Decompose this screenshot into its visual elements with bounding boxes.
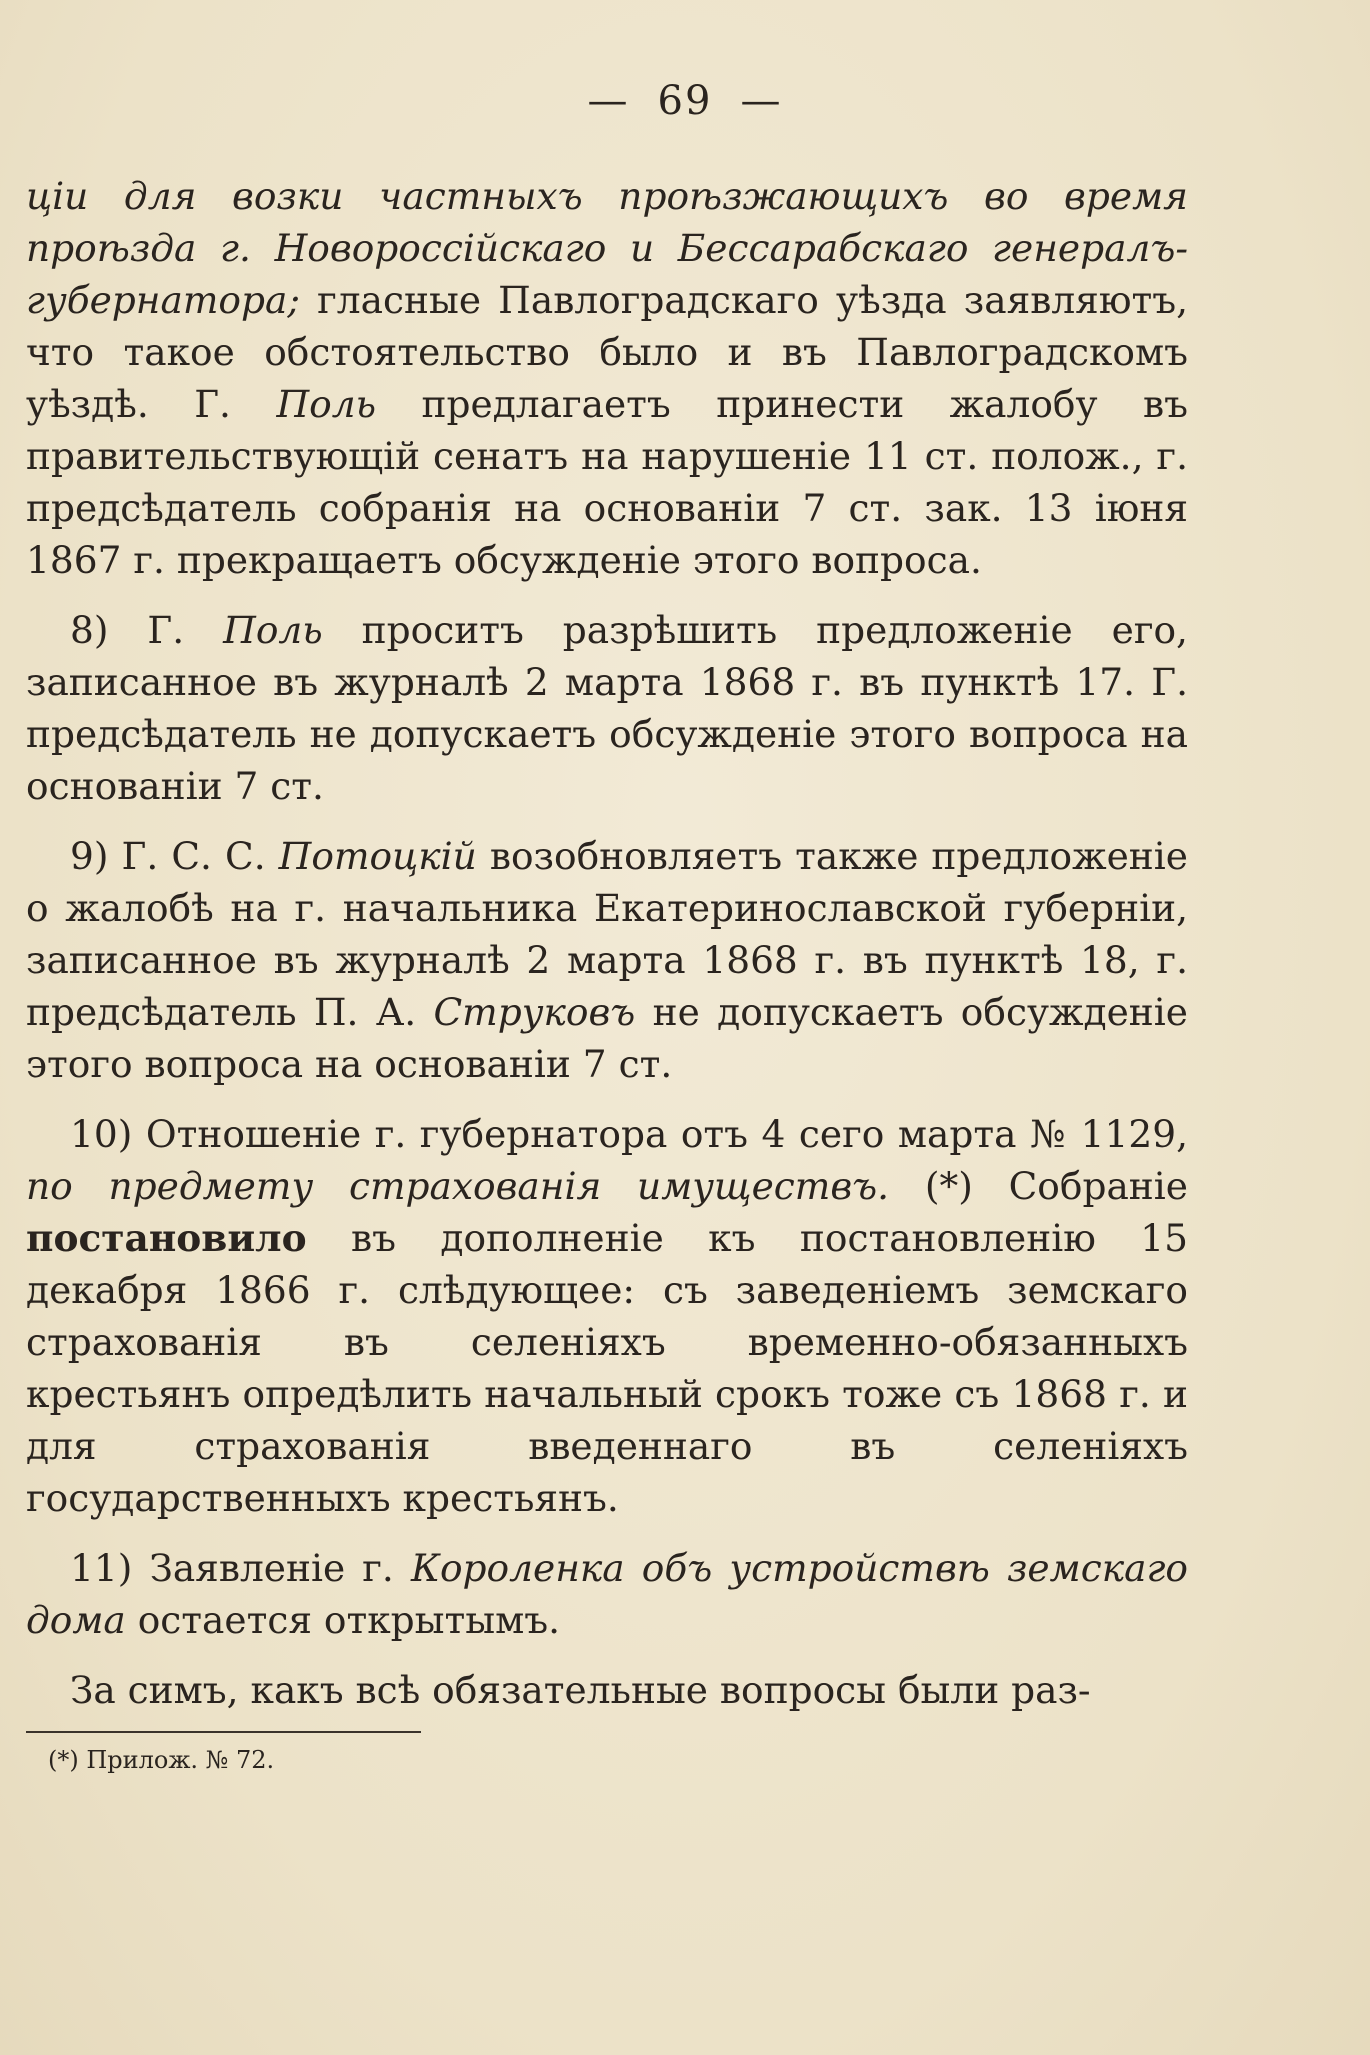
footnote-rule (26, 1731, 421, 1733)
text-span: не допускаетъ обсужденіе этого вопроса на основаніи 7 ст. (26, 990, 1188, 1086)
text-span: 10) Отношеніе г. губернатора отъ 4 сего марта № 1129, (70, 1112, 1188, 1156)
body-text (26, 170, 1188, 1734)
text-span: За симъ, какъ всѣ обязательные вопросы были раз- (70, 1668, 1091, 1712)
text-span: въ дополненіе къ постановленію 15 декабря 1866 г. слѣдующее: съ заведеніемъ земскаго страхованія въ селеніяхъ временно-обязанныхъ крестьянъ опредѣлить начальный срокъ тоже съ 1868 г. и для страхованія введеннаго въ селеніяхъ государственныхъ крестьянъ. (26, 1216, 1188, 1520)
paragraph-continued (26, 170, 1188, 586)
text-span: проситъ разрѣшить предложеніе его, записанное въ журналѣ 2 марта 1868 г. въ пунктѣ 17. Г. предсѣдатель не допускаетъ обсужденіе этого вопроса на основаніи 7 ст. (26, 608, 1188, 808)
paragraph-item-8 (26, 604, 1188, 812)
text-span: Потоцкій (278, 834, 477, 878)
text-span: 11) Заявленіе г. (70, 1546, 411, 1590)
text-span: по предмету страхованія имуществъ. (26, 1164, 890, 1208)
footnote: (*) Прилож. № 72. (48, 1746, 275, 1774)
text-span: Поль (276, 382, 377, 426)
text-span: гласные Павлоградскаго уѣзда заявляютъ, что такое обстоятельство было и въ Павлоградскомъ уѣздѣ. Г. (26, 278, 1188, 426)
paragraph-item-10 (26, 1108, 1188, 1524)
text-span: 8) Г. (70, 608, 224, 652)
text-span: Поль (223, 608, 323, 652)
text-span: 9) Г. С. С. (70, 834, 279, 878)
paragraph-item-9 (26, 830, 1188, 1090)
text-span: Струковъ (433, 990, 636, 1034)
text-span: предлагаетъ принести жалобу въ правительствующій сенатъ на нарушеніе 11 ст. полож., г. предсѣдатель собранія на основаніи 7 ст. зак. 13 іюня 1867 г. прекращаетъ обсужденіе этого вопроса. (26, 382, 1189, 582)
paragraph-item-11 (26, 1542, 1188, 1646)
page-number: 69 (657, 78, 713, 124)
text-span: Короленка объ устройствѣ земскаго дома (26, 1546, 1188, 1642)
page-number-dash-right: — (740, 78, 783, 124)
paragraph-closing (26, 1664, 1188, 1716)
page-number-line (0, 78, 1370, 124)
page-number-dash-left: — (587, 78, 630, 124)
text-span: возобновляетъ также предложеніе о жалобѣ на г. начальника Екатеринославской губерніи, записанное въ журналѣ 2 марта 1868 г. въ пунктѣ 18, г. предсѣдатель П. А. (26, 834, 1188, 1034)
text-span: остается открытымъ. (125, 1598, 561, 1642)
text-span: постановило (26, 1216, 307, 1260)
text-span: (*) Собраніе (889, 1164, 1188, 1208)
text-span: ціи для возки частныхъ проѣзжающихъ во время проѣзда г. Новороссійскаго и Бессарабскаго генералъ-губернатора; (26, 174, 1188, 322)
